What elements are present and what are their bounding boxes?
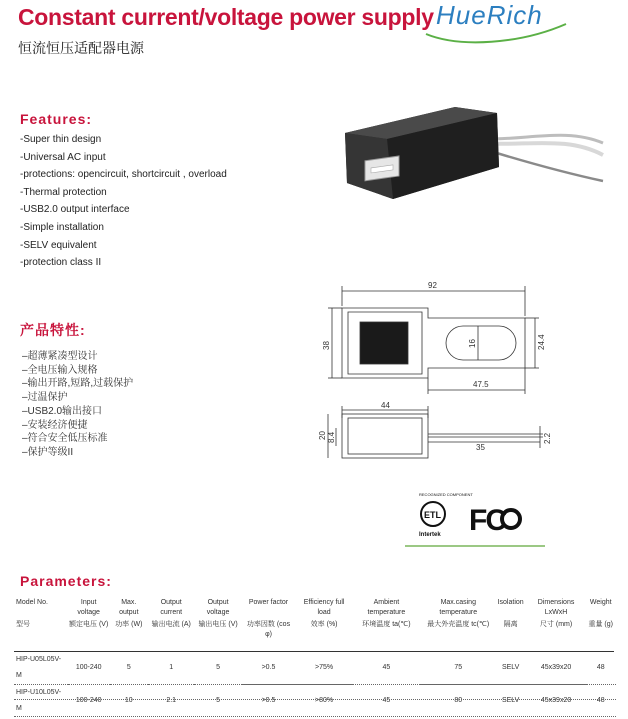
list-item: –输出开路,短路,过载保护	[22, 378, 134, 390]
list-item: -Thermal protection	[20, 186, 107, 198]
table-cell: SELV	[501, 697, 520, 704]
dim-label: 35	[476, 443, 485, 452]
dim-label: 8.4	[327, 431, 336, 443]
dim-label: 44	[381, 401, 390, 410]
table-divider	[14, 684, 616, 685]
column-header: Efficiency full load	[303, 599, 345, 616]
table-header-row-cn	[14, 617, 614, 652]
column-header: Weight	[589, 599, 612, 606]
column-header: Power factor	[248, 599, 289, 606]
etl-mark-icon	[419, 492, 473, 538]
table-cell: 10	[124, 697, 133, 704]
list-item: –超薄紧凑型设计	[22, 351, 98, 362]
page-title: Constant current/voltage power supply	[18, 4, 434, 30]
dim-label: 20	[318, 431, 327, 440]
table-cell: 80	[454, 697, 463, 704]
parameters-heading: Parameters:	[20, 573, 112, 589]
table-cell: 100-240	[75, 697, 102, 704]
dim-label: 47.5	[473, 380, 489, 389]
table-cell: 5	[216, 664, 221, 671]
column-header-cn: 环境温度 ta(℃)	[362, 621, 411, 628]
column-header: Output voltage	[206, 599, 230, 616]
table-cell: SELV	[501, 664, 520, 671]
dim-label: 24.4	[537, 334, 546, 350]
logo-swoosh-icon	[420, 20, 570, 44]
column-header-cn: 额定电压 (V)	[69, 621, 109, 628]
column-header-cn: 效率 (%)	[310, 621, 338, 628]
etl-top-text: RECOGNIZED COMPONENT	[419, 492, 473, 497]
column-header: Ambient temperature	[367, 599, 406, 616]
etl-sub-text: Intertek	[419, 532, 441, 538]
brand-logo: HueRich	[436, 0, 543, 30]
list-item: –符合安全低压标准	[22, 433, 108, 445]
list-item: –USB2.0输出接口	[22, 405, 103, 417]
column-header: Output current	[160, 599, 183, 616]
list-item: –过温保护	[22, 392, 68, 404]
dim-label: 16	[468, 339, 477, 348]
table-cell: 45x39x20	[540, 664, 572, 671]
table-divider	[14, 699, 616, 700]
page-subtitle: 恒流恒压适配器电源	[18, 40, 144, 56]
column-header-cn: 功率 (W)	[115, 621, 143, 628]
column-header-cn: 隔离	[503, 621, 518, 628]
dim-label: 92	[428, 281, 437, 290]
table-cell: >0.5	[261, 664, 276, 671]
list-item: -Simple installation	[20, 221, 104, 233]
table-cell: 48	[596, 664, 605, 671]
table-cell: 45	[382, 664, 391, 671]
table-divider	[14, 716, 616, 717]
table-cell: 48	[596, 697, 605, 704]
list-item: -protections: opencircuit, shortcircuit , overload	[20, 169, 227, 181]
table-cell: >80%	[315, 697, 334, 704]
list-item: -protection class II	[20, 257, 102, 269]
column-header: Isolation	[497, 599, 524, 606]
table-row	[14, 652, 614, 685]
list-item: -Universal AC input	[20, 151, 106, 163]
table-cell: 45	[382, 697, 391, 704]
table-cell: 5	[126, 664, 131, 671]
list-item: -USB2.0 output interface	[20, 204, 130, 216]
column-header: Max.casing temperature	[439, 599, 478, 616]
features-cn-heading: 产品特性:	[20, 322, 86, 338]
column-header-cn: 重量 (g)	[588, 621, 613, 628]
table-cell: HIP-U05L05V-M	[16, 656, 62, 679]
column-header: Dimensions LxWxH	[537, 599, 575, 616]
features-heading: Features:	[20, 111, 93, 127]
certification-logos	[405, 488, 555, 550]
fcc-logo-icon	[469, 504, 520, 537]
column-header-cn: 输出电压 (V)	[198, 621, 238, 628]
table-cell: >0.5	[261, 697, 276, 704]
list-item: -Super thin design	[20, 134, 102, 145]
column-header-cn: 输出电流 (A)	[151, 621, 191, 628]
table-cell: 100-240	[75, 664, 102, 671]
table-cell: HIP-U10L05V-M	[16, 689, 62, 712]
list-item: –保护等级II	[22, 446, 74, 458]
table-cell: 2.1	[166, 697, 177, 704]
table-cell: >75%	[315, 664, 334, 671]
table-cell: 45x39x20	[540, 697, 572, 704]
list-item: -SELV equivalent	[20, 239, 97, 251]
column-header-cn: 尺寸 (mm)	[539, 621, 573, 628]
table-cell: 5	[216, 697, 221, 704]
table-cell: 75	[454, 664, 463, 671]
etl-mark-text: ETL	[424, 510, 441, 520]
dimension-drawing	[318, 278, 568, 463]
features-cn-list	[22, 350, 133, 460]
table-cell: 1	[169, 664, 174, 671]
column-header-cn: 型号	[16, 621, 30, 628]
dim-label: 2.2	[543, 432, 552, 444]
column-header-cn: 最大外壳温度 tc(℃)	[427, 621, 490, 628]
column-header: Input voltage	[77, 599, 100, 616]
dim-label: 38	[322, 341, 331, 350]
list-item: –安装经济便捷	[22, 419, 88, 431]
list-item: –全电压输入规格	[22, 364, 98, 376]
product-photo	[335, 95, 605, 205]
features-list	[20, 131, 227, 272]
fcc-text: FC	[469, 504, 505, 537]
column-header: Max. output	[119, 599, 139, 616]
column-header: Model No.	[16, 599, 48, 606]
column-header-cn: 功率因数 (cos φ)	[246, 621, 291, 638]
table-header-row	[14, 596, 614, 617]
table-row	[14, 685, 614, 718]
